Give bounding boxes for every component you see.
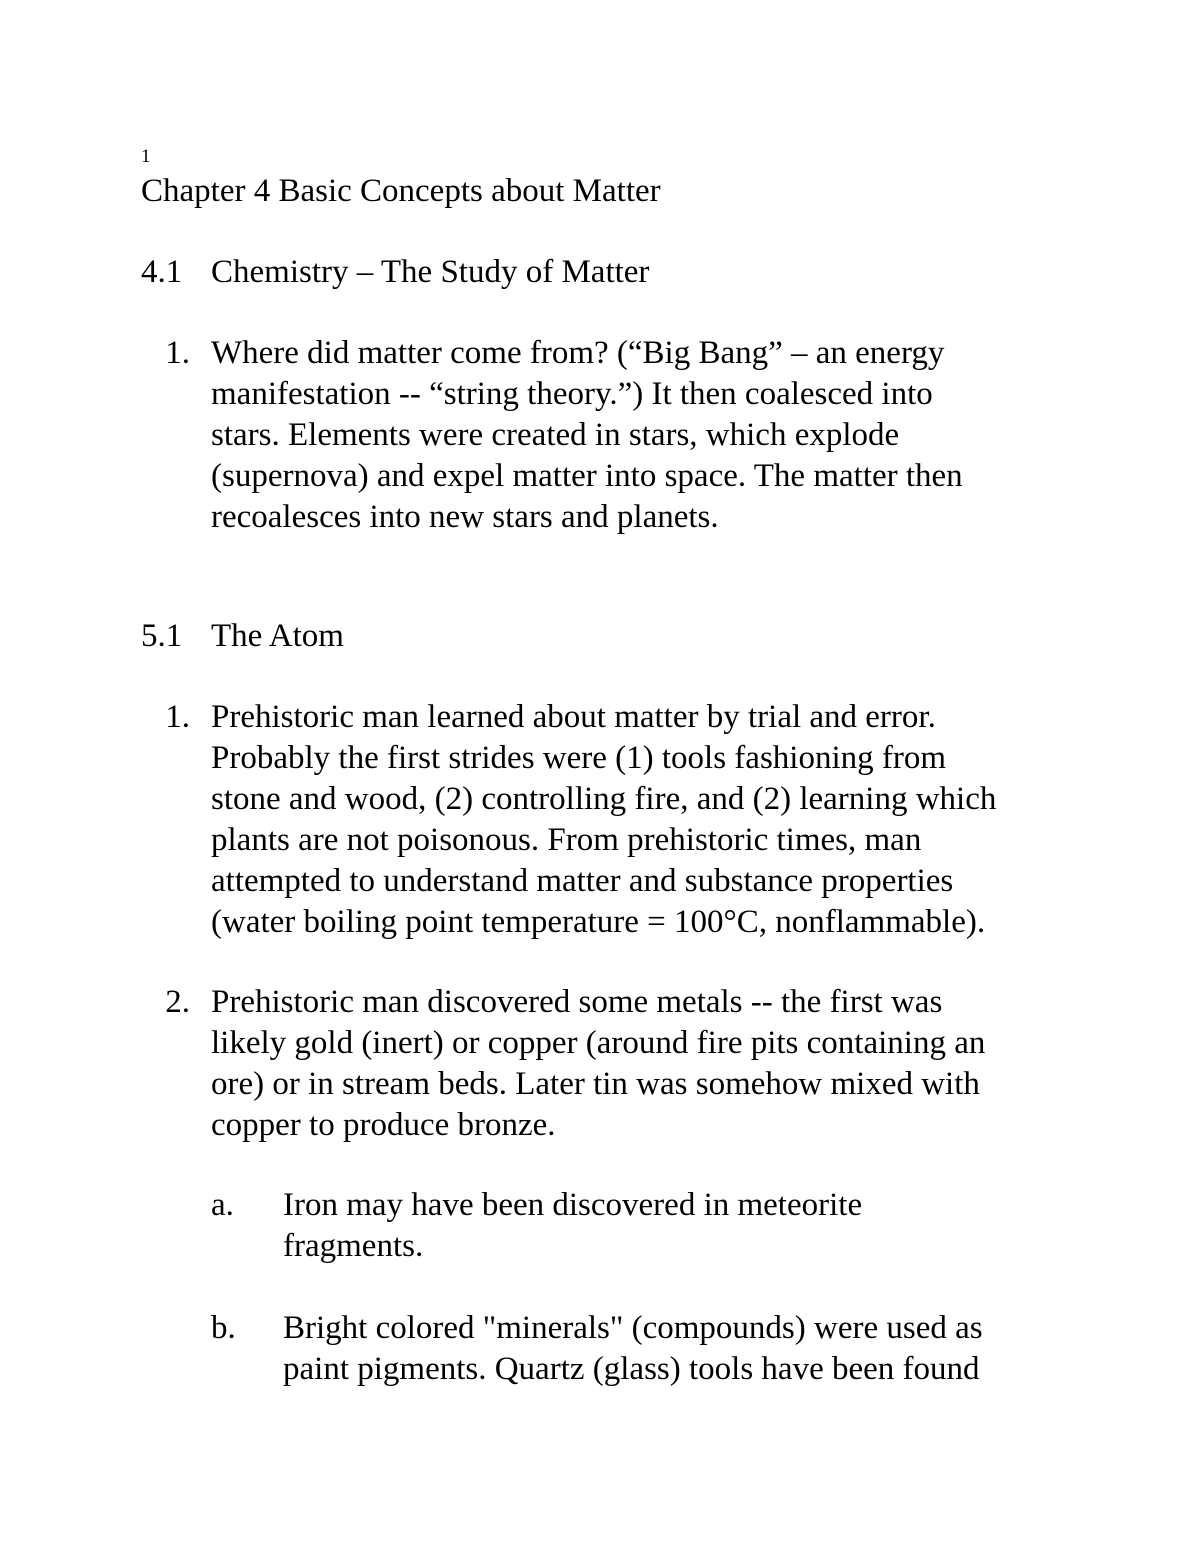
text-line: Bright colored "minerals" (compounds) were used as: [283, 1310, 983, 1346]
sub-item-text: [283, 1308, 1083, 1390]
text-line: recoalesces into new stars and planets.: [211, 499, 719, 535]
text-line: attempted to understand matter and substance properties: [211, 863, 954, 899]
sub-item-text: [283, 1185, 1083, 1267]
text-line: Where did matter come from? (“Big Bang” – an energy: [211, 335, 945, 371]
list-item-number: 1.: [165, 335, 190, 371]
page-number: 1: [141, 146, 151, 167]
text-line: plants are not poisonous. From prehistoric times, man: [211, 822, 922, 858]
list-item-number: 1.: [165, 699, 190, 735]
text-line: manifestation -- “string theory.”) It then coalesced into: [211, 376, 933, 412]
text-line: (supernova) and expel matter into space. The matter then: [211, 458, 963, 494]
text-line: (water boiling point temperature = 100°C, nonflammable).: [211, 904, 986, 940]
text-line: Prehistoric man discovered some metals -- the first was: [211, 984, 943, 1020]
text-line: ore) or in stream beds. Later tin was somehow mixed with: [211, 1066, 980, 1102]
text-line: Prehistoric man learned about matter by trial and error.: [211, 699, 936, 735]
text-line: stone and wood, (2) controlling fire, and (2) learning which: [211, 781, 997, 817]
chapter-title: Chapter 4 Basic Concepts about Matter: [141, 173, 661, 209]
section-number: 5.1: [141, 618, 183, 654]
section-title: The Atom: [211, 618, 344, 654]
text-line: Iron may have been discovered in meteorite: [283, 1187, 863, 1223]
sub-item-letter: a.: [211, 1187, 234, 1223]
text-line: Probably the first strides were (1) tools fashioning from: [211, 740, 947, 776]
sub-item-letter: b.: [211, 1310, 236, 1346]
section-title: Chemistry – The Study of Matter: [211, 254, 650, 290]
list-item-number: 2.: [165, 984, 190, 1020]
text-line: likely gold (inert) or copper (around fire pits containing an: [211, 1025, 986, 1061]
text-line: paint pigments. Quartz (glass) tools have been found: [283, 1351, 980, 1387]
list-item-text: [211, 982, 1071, 1146]
list-item-text: [211, 697, 1071, 943]
section-number: 4.1: [141, 254, 183, 290]
list-item-text: [211, 333, 1071, 538]
text-line: fragments.: [283, 1228, 424, 1264]
text-line: stars. Elements were created in stars, which explode: [211, 417, 900, 453]
text-line: copper to produce bronze.: [211, 1107, 556, 1143]
